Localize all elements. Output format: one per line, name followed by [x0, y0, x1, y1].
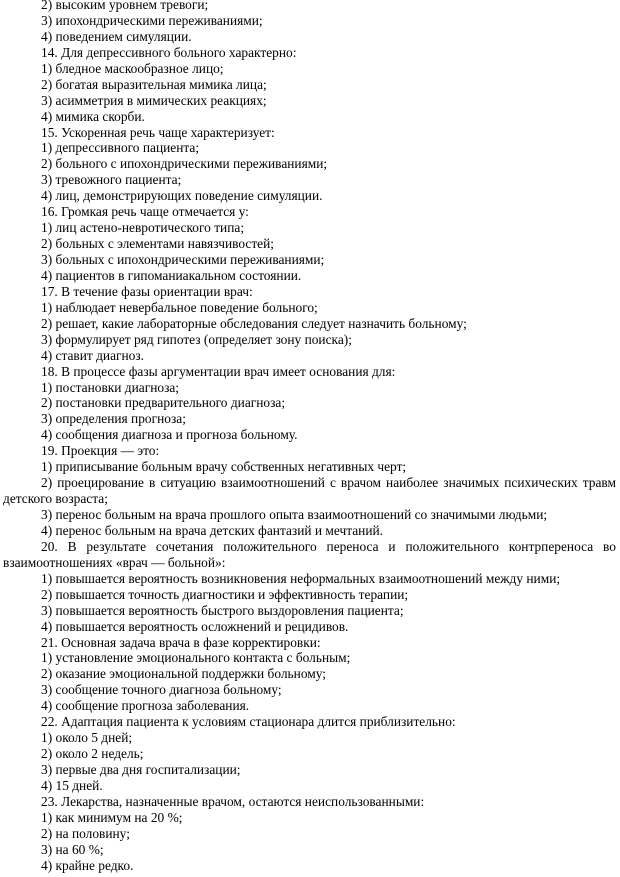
text-line: 1) постановки диагноза; — [41, 379, 180, 395]
text-line: 1) повышается вероятность возникновения неформальных взаимоотношений между ними; — [41, 570, 561, 586]
text-line: 4) поведением симуляции. — [41, 28, 192, 44]
text-line: 3) повышается вероятность быстрого выздоровления пациента; — [41, 602, 404, 618]
text-line: 3) определения прогноза; — [41, 411, 186, 427]
question-heading: 17. В течение фазы ориентации врач: — [41, 283, 253, 299]
text-line: 1) приписывание больным врачу собственных негативных черт; — [41, 459, 407, 475]
text-line: 1) лиц астено-невротического типа; — [41, 220, 245, 236]
question-heading: 22. Адаптация пациента к условиям стационара длится приблизительно: — [41, 714, 456, 730]
text-line: 1) около 5 дней; — [41, 730, 133, 746]
text-line: 4) сообщения диагноза и прогноза больному. — [41, 427, 298, 443]
text-line: 4) перенос больным на врача детских фантазий и мечтаний. — [41, 522, 384, 538]
text-line: 2) оказание эмоциональной поддержки больному; — [41, 666, 326, 682]
question-heading: 21. Основная задача врача в фазе корректировки: — [41, 634, 321, 650]
text-line: 1) наблюдает невербальное поведение больного; — [41, 299, 318, 315]
text-line: детского возраста; — [3, 491, 108, 507]
question-heading: 16. Громкая речь чаще отмечается у: — [41, 204, 249, 220]
text-line: 2) больного с ипохондрическими переживаниями; — [41, 156, 328, 172]
text-line: 2) около 2 недель; — [41, 746, 144, 762]
text-line: 4) 15 дней. — [41, 777, 103, 793]
question-heading: 15. Ускоренная речь чаще характеризует: — [41, 124, 275, 140]
text-line: 3) тревожного пациента; — [41, 172, 182, 188]
text-line: 2) проецирование в ситуацию взаимоотношений с врачом наиболее значимых психических травм — [41, 475, 616, 491]
question-heading: 19. Проекция — это: — [41, 443, 160, 459]
text-line: 3) на 60 %; — [41, 841, 104, 857]
text-line: 4) ставит диагноз. — [41, 347, 145, 363]
text-line: 4) пациентов в гипоманиакальном состоянии. — [41, 267, 302, 283]
text-line: 2) повышается точность диагностики и эффективность терапии; — [41, 586, 409, 602]
question-heading: 23. Лекарства, назначенные врачом, остаются неиспользованными: — [41, 793, 425, 809]
text-line: 4) крайне редко. — [41, 857, 134, 873]
text-line: 3) формулирует ряд гипотез (определяет зону поиска); — [41, 331, 352, 347]
text-line: 3) больных с ипохондрическими переживаниями; — [41, 252, 325, 267]
text-line: 2) больных с элементами навязчивостей; — [41, 236, 275, 252]
text-line: 1) установление эмоционального контакта с больным; — [41, 650, 351, 666]
text-line: 1) депрессивного пациента; — [41, 140, 200, 156]
text-line: 1) как минимум на 20 %; — [41, 809, 183, 825]
text-line: 1) бледное маскообразное лицо; — [41, 60, 224, 76]
text-line: 3) первые два дня госпитализации; — [41, 762, 241, 777]
text-line: 4) повышается вероятность осложнений и рецидивов. — [41, 618, 349, 634]
text-line: 4) лиц, демонстрирующих поведение симуляции. — [41, 188, 323, 204]
text-line: 2) постановки предварительного диагноза; — [41, 395, 286, 411]
question-heading: 14. Для депрессивного больного характерно: — [41, 44, 297, 60]
text-line: 3) перенос больным на врача прошлого опыта взаимоотношений со значимыми людьми; — [41, 507, 548, 522]
text-line: 2) решает, какие лабораторные обследования следует назначить больному; — [41, 315, 467, 331]
text-line: 2) богатая выразительная мимика лица; — [41, 76, 267, 92]
text-line: 4) сообщение прогноза заболевания. — [41, 698, 250, 714]
text-line: 3) сообщение точного диагноза больному; — [41, 682, 282, 698]
text-line: 2) высоким уровнем тревоги; — [41, 0, 209, 12]
text-line: взаимоотношениях «врач — больной»: — [3, 554, 226, 570]
text-line: 3) асимметрия в мимических реакциях; — [41, 92, 267, 108]
text-line: 2) на половину; — [41, 825, 130, 841]
question-heading: 18. В процессе фазы аргументации врач имеет основания для: — [41, 363, 396, 379]
text-line: 4) мимика скорби. — [41, 108, 145, 124]
text-line: 3) ипохондрическими переживаниями; — [41, 12, 263, 28]
question-heading: 20. В результате сочетания положительного переноса и положительного контрпереноса во — [41, 538, 616, 554]
